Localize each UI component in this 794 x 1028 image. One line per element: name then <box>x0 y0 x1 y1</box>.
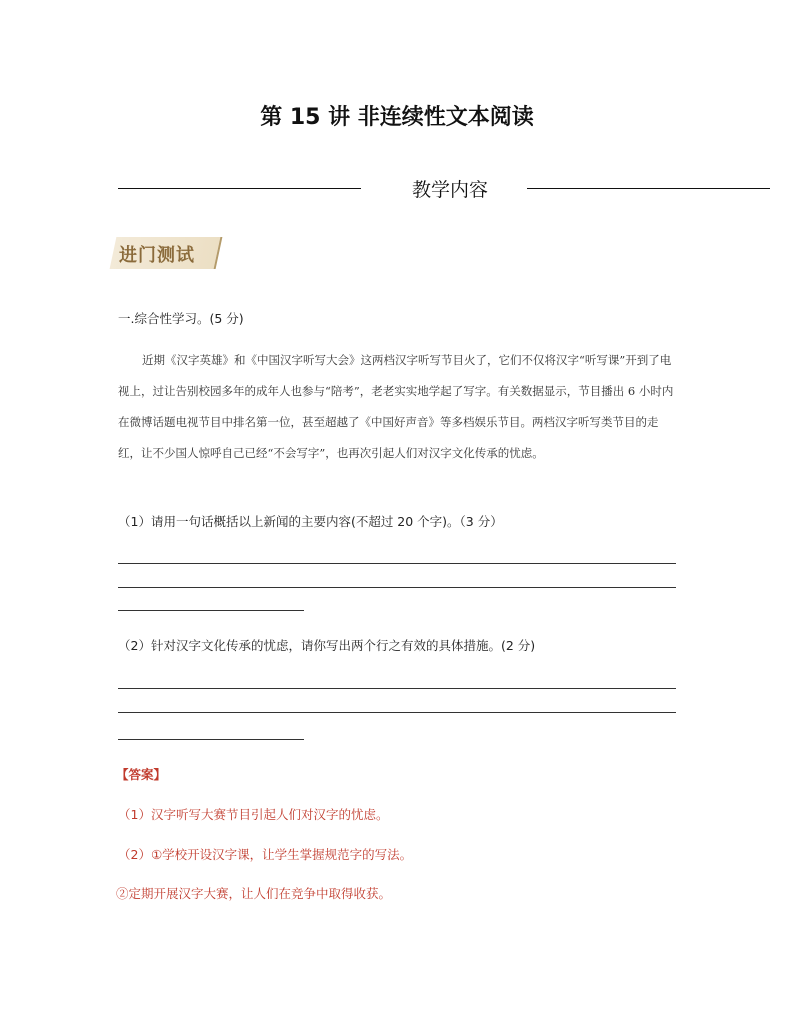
answer-line <box>118 688 676 689</box>
answer-line <box>118 712 676 713</box>
answer-line <box>118 587 676 588</box>
sub-question-1: （1）请用一句话概括以上新闻的主要内容(不超过 20 个字)。（3 分） <box>118 514 503 529</box>
section-subtitle: 教学内容 <box>411 179 488 201</box>
answer-line <box>118 563 676 564</box>
reading-passage <box>118 345 676 469</box>
passage-text: 近期《汉字英雄》和《中国汉字听写大会》这两档汉字听写节目火了，它们不仅将汉字“听写课”开到了电视上，过让告别校园多年的成年人也参与“陪考”，老老实实地学起了写字。有关数据显示，节目播出 6 小时内在微博话题电视节目中排名第一位，甚至超越了《中国好声音》等多档娱乐节目。两档汉字听写类节目的走红，让不少国人惊呼自己已经“不会写字”，也再次引起人们对汉字文化传承的忧虑。 <box>118 353 674 460</box>
section-tag-label: 进门测试 <box>119 245 195 266</box>
answer-label: 【答案】 <box>116 767 167 782</box>
answer-1: （1）汉字听写大赛节目引起人们对汉字的忧虑。 <box>118 807 389 822</box>
sub-question-2: （2）针对汉字文化传承的忧虑，请你写出两个行之有效的具体措施。(2 分) <box>118 638 536 653</box>
answer-3: ②定期开展汉字大赛，让人们在竞争中取得收获。 <box>116 886 392 901</box>
subtitle-rule-right <box>527 188 770 189</box>
answer-2: （2）①学校开设汉字课，让学生掌握规范字的写法。 <box>118 847 413 862</box>
subtitle-rule-left <box>118 188 361 189</box>
question-heading: 一.综合性学习。(5 分) <box>118 311 244 326</box>
answer-line <box>118 739 304 740</box>
page-title: 第 15 讲 非连续性文本阅读 <box>260 105 534 130</box>
answer-line <box>118 610 304 611</box>
